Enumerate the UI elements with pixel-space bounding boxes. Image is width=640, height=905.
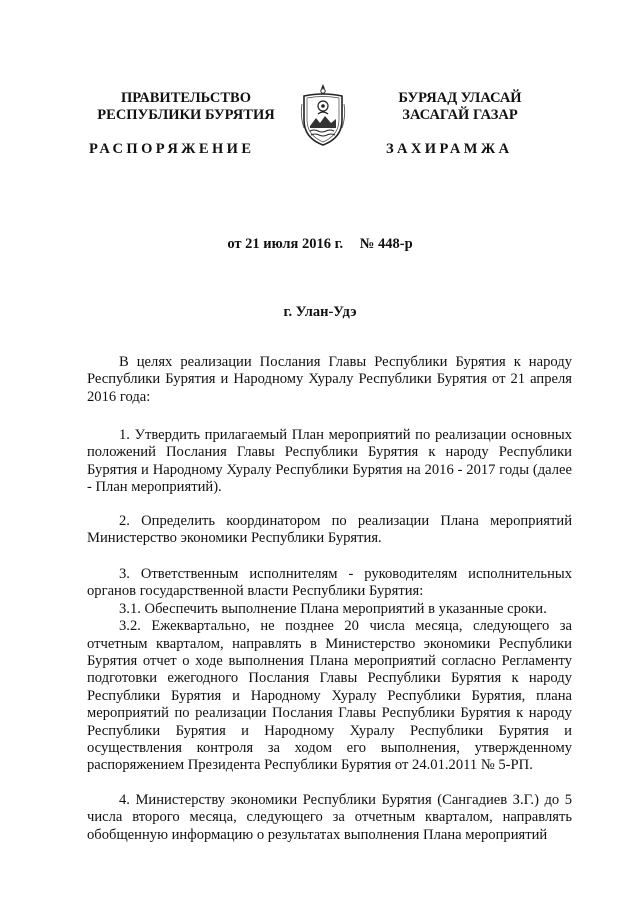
coat-of-arms-icon: [298, 82, 348, 148]
document-date: от 21 июля 2016 г.: [227, 236, 344, 252]
paragraph-3-2: 3.2. Ежеквартально, не позднее 20 числа месяца, следующего за отчетным кварталом, направлять в Министерство экономики Республики Бурятия отчет о ходе выполнения Плана мероприятий согласно Регламенту подготовки ежегодного Послания Главы Республики Бурятия к народу Республики Бурятия и Народному Хуралу Республики Бурятия, плана мероприятий по реализации Послания Главы Республики Бурятия к народу Республики Бурятия и Народному Хуралу Республики Бурятия и осуществления контроля за ходом его выполнения, утвержденному распоряжением Президента Республики Бурятия от 24.01.2011 № 5-РП.: [87, 618, 572, 774]
paragraph-3-1: 3.1. Обеспечить выполнение Плана мероприятий в указанные сроки.: [119, 600, 547, 617]
date-number-line: [0, 236, 640, 253]
government-title-buryat: БУРЯАД УЛАСАЙ ЗАСАГАЙ ГАЗАР: [398, 90, 522, 123]
government-title: ПРАВИТЕЛЬСТВО РЕСПУБЛИКИ БУРЯТИЯ: [97, 90, 275, 123]
document-city: г. Улан-Удэ: [283, 304, 357, 320]
document-type: РАСПОРЯЖЕНИЕ: [89, 141, 255, 157]
document-type-buryat: ЗАХИРАМЖА: [386, 141, 513, 157]
document-number: № 448-р: [359, 236, 413, 252]
paragraph-4: 4. Министерству экономики Республики Бурятия (Сангадиев З.Г.) до 5 числа второго месяца, следующего за отчетным кварталом, направлять обобщенную информацию о результатах выполнения Плана мероприятий: [87, 792, 572, 843]
paragraph-1: 1. Утвердить прилагаемый План мероприятий по реализации основных положений Послания Главы Республики Бурятия к народу Республики Бурятия и Народному Хуралу Республики Бурятия на 2016 - 2017 годы (далее - План мероприятий).: [87, 427, 572, 496]
intro-paragraph: В целях реализации Послания Главы Республики Бурятия к народу Республики Бурятия и Народному Хуралу Республики Бурятия от 21 апреля 2016 года:: [87, 354, 572, 405]
paragraph-3: 3. Ответственным исполнителям - руководителям исполнительных органов государственной власти Республики Бурятия: 3.1. Обеспечить выполнение Плана мероприятий в указанные сроки. 3.2. Ежеквартально, не позднее 20 числа месяца, следующего за отчетным кварталом, направлять в Министерство экономики Республики Бурятия отчет о ходе выполнения Плана мероприятий согласно Регламенту подготовки ежегодного Послания Главы Республики Бурятия к народу Республики Бурятия и Народному Хуралу Республики Бурятия, плана мероприятий по реализации Послания Главы Республики Бурятия к народу Республики Бурятия и Народному Хуралу Республики Бурятия и осуществления контроля за ходом его выполнения, утвержденному распоряжением Президента Республики Бурятия от 24.01.2011 № 5-РП.: [87, 566, 572, 774]
paragraph-2: 2. Определить координатором по реализации Плана мероприятий Министерство экономики Республики Бурятия.: [87, 513, 572, 547]
